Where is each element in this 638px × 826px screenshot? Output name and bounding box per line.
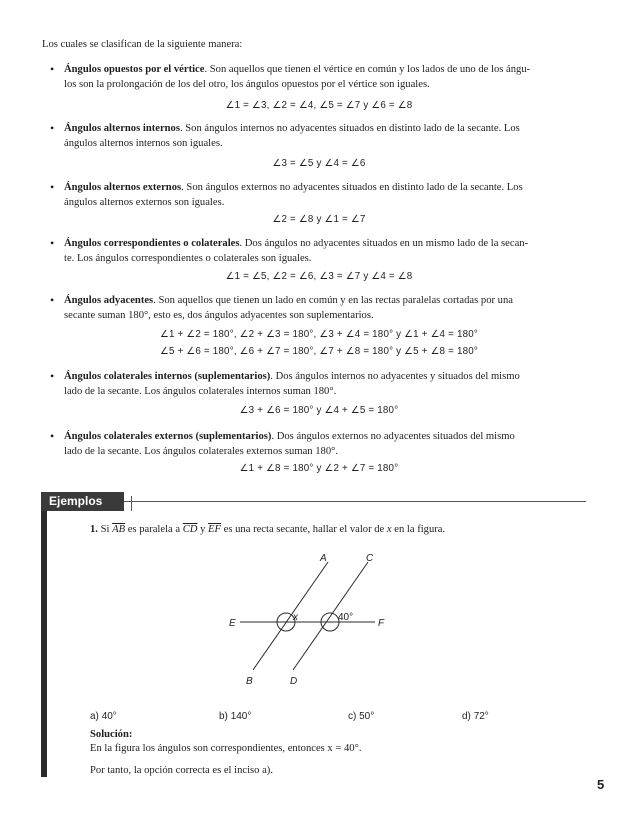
formula-alternos-internos: ∠3 = ∠5 y ∠4 = ∠6 (272, 158, 366, 169)
label-a: A (320, 553, 327, 564)
option-letter: b) (219, 711, 228, 722)
page-number: 5 (597, 777, 605, 792)
bullet-text: . Son aquellos que tienen un lado en común y en las rectas paralelas cortadas por una (153, 295, 513, 306)
option-a (90, 711, 117, 722)
label-f: F (378, 618, 385, 629)
solution-title: Solución: (90, 729, 133, 740)
bullet-correspondientes (50, 236, 584, 266)
solution-line-2: Por tanto, la opción correcta es el inciso a). (90, 765, 273, 776)
label-c: C (366, 553, 374, 564)
question-variable: x (386, 524, 392, 535)
section-divider-tick (131, 496, 132, 511)
formula-alternos-externos: ∠2 = ∠8 y ∠1 = ∠7 (272, 214, 366, 225)
bullet-dot: • (50, 180, 55, 194)
bullet-text: . Son ángulos internos no adyacentes situados en distinto lado de la secante. Los (179, 123, 520, 134)
formula-adyacentes-1: ∠1 + ∠2 = 180°, ∠2 + ∠3 = 180°, ∠3 + ∠4 = 180° y ∠1 + ∠4 = 180° (159, 329, 479, 340)
question-number: 1. (90, 524, 98, 535)
bullet-alternos-internos (50, 121, 584, 151)
question-text: y (200, 524, 206, 535)
bullet-alternos-externos (50, 180, 584, 210)
line-ab (253, 562, 328, 670)
bullet-title: Ángulos alternos externos (64, 182, 182, 193)
question-1 (90, 524, 445, 535)
bullet-text: . Dos ángulos no adyacentes situados en un mismo lado de la secan- (239, 238, 529, 249)
section-left-bar (41, 511, 47, 777)
bullet-dot: • (50, 62, 55, 76)
option-letter: d) (462, 711, 471, 722)
bullet-text: . Dos ángulos internos no adyacentes y situados del mismo (270, 371, 520, 382)
question-text: en la figura. (394, 524, 446, 535)
segment-ef: $\overline{EF}$ (208, 524, 221, 535)
question-text: es paralela a (127, 524, 181, 535)
bullet-text: lado de la secante. Los ángulos colaterales internos suman 180°. (64, 386, 337, 397)
formula-adyacentes-2: ∠5 + ∠6 = 180°, ∠6 + ∠7 = 180°, ∠7 + ∠8 = 180° y ∠5 + ∠8 = 180° (159, 346, 479, 357)
option-value: 50° (359, 711, 375, 722)
ejemplos-tab: Ejemplos (41, 492, 124, 511)
bullet-text: . Son aquellos que tienen el vértice en común y los lados de uno de los ángu- (204, 64, 531, 75)
segment-cd: $\overline{CD}$ (182, 524, 198, 535)
option-d (462, 711, 489, 722)
intro-text: Los cuales se clasifican de la siguiente manera: (42, 39, 243, 50)
bullet-text: lado de la secante. Los ángulos colaterales externos suman 180°. (64, 446, 338, 457)
bullet-dot: • (50, 429, 55, 443)
formula-colaterales-externos: ∠1 + ∠8 = 180° y ∠2 + ∠7 = 180° (239, 463, 399, 474)
formula-correspondientes: ∠1 = ∠5, ∠2 = ∠6, ∠3 = ∠7 y ∠4 = ∠8 (225, 271, 413, 282)
section-divider (124, 501, 586, 502)
question-text: Si (100, 524, 110, 535)
bullet-colaterales-externos (50, 429, 584, 459)
bullet-text: te. Los ángulos correspondientes o colaterales son iguales. (64, 253, 312, 264)
bullet-adyacentes (50, 293, 584, 323)
bullet-dot: • (50, 121, 55, 135)
bullet-opuestos-vertice (50, 62, 584, 92)
bullet-colaterales-internos (50, 369, 584, 399)
option-b (219, 711, 251, 722)
option-value: 40° (101, 711, 117, 722)
bullet-text: . Dos ángulos externos no adyacentes situados del mismo (271, 431, 515, 442)
bullet-title: Ángulos colaterales externos (suplementarios) (64, 431, 272, 442)
segment-ab: $\overline{AB}$ (112, 524, 126, 535)
bullet-dot: • (50, 236, 55, 250)
option-c (348, 711, 374, 722)
bullet-text: ángulos alternos internos son iguales. (64, 138, 223, 149)
label-d: D (290, 676, 298, 687)
option-letter: c) (348, 711, 357, 722)
bullet-text: . Son ángulos externos no adyacentes situados en distinto lado de la secante. Los (181, 182, 523, 193)
bullet-title: Ángulos correspondientes o colaterales (64, 238, 240, 249)
formula-opuestos: ∠1 = ∠3, ∠2 = ∠4, ∠5 = ∠7 y ∠6 = ∠8 (225, 100, 413, 111)
bullet-text: los son la prolongación de los del otro, los ángulos opuestos por el vértice son iguales. (64, 79, 430, 90)
label-b: B (246, 676, 253, 687)
option-value: 140° (230, 711, 252, 722)
label-e: E (229, 618, 236, 629)
bullet-title: Ángulos colaterales internos (suplementarios) (64, 371, 271, 382)
label-x: x (293, 612, 298, 623)
line-cd (293, 562, 368, 670)
formula-colaterales-internos: ∠3 + ∠6 = 180° y ∠4 + ∠5 = 180° (239, 405, 399, 416)
bullet-title: Ángulos alternos internos (64, 123, 180, 134)
bullet-dot: • (50, 369, 55, 383)
bullet-text: secante suman 180°, esto es, dos ángulos adyacentes son suplementarios. (64, 310, 374, 321)
option-letter: a) (90, 711, 99, 722)
bullet-text: ángulos alternos externos son iguales. (64, 197, 225, 208)
option-value: 72° (473, 711, 489, 722)
parallel-lines-figure (220, 552, 390, 692)
bullet-dot: • (50, 293, 55, 307)
question-text: es una recta secante, hallar el valor de (223, 524, 385, 535)
label-angle-40: 40° (338, 612, 354, 623)
bullet-title: Ángulos opuestos por el vértice (64, 64, 205, 75)
solution-line-1: En la figura los ángulos son correspondientes, entonces x = 40°. (90, 743, 362, 754)
bullet-title: Ángulos adyacentes (64, 295, 154, 306)
